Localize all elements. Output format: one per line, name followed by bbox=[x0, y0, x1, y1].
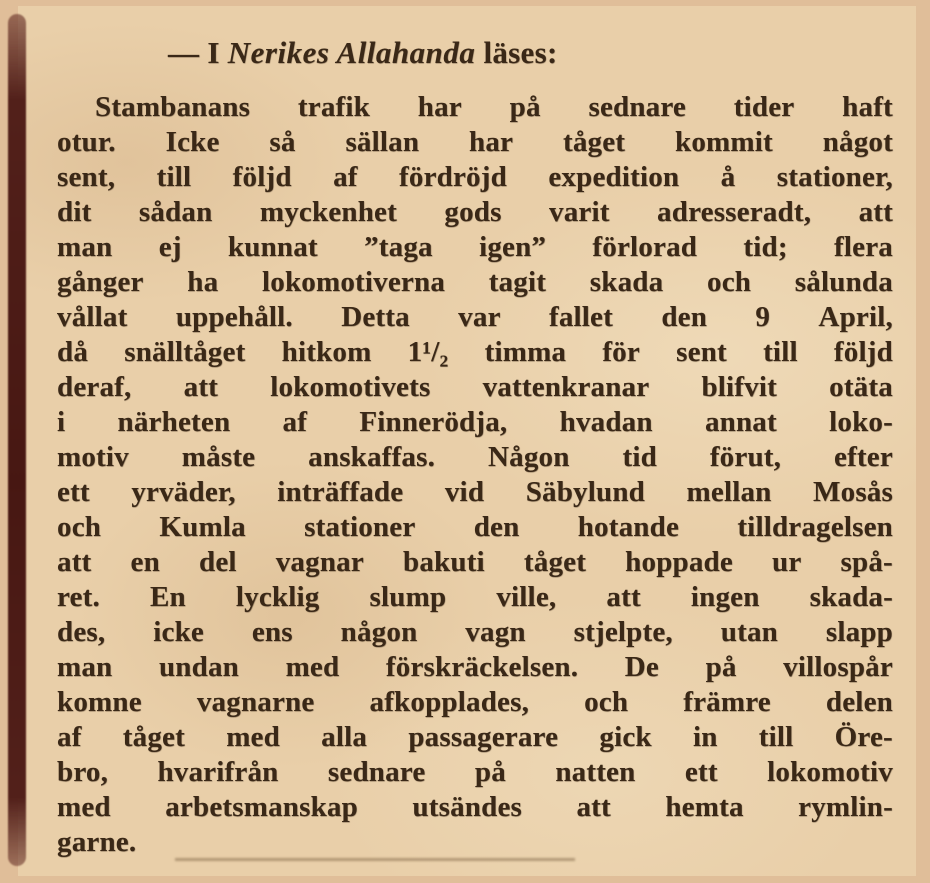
text-line: med arbetsmanskap utsändes att hemta rymlin- bbox=[57, 791, 893, 823]
text-line: man ej kunnat ”taga igen” förlorad tid; flera bbox=[57, 231, 893, 263]
header-suffix: läses: bbox=[475, 35, 558, 70]
text-line: garne. bbox=[57, 826, 137, 858]
text-line: gånger ha lokomotiverna tagit skada och sålunda bbox=[57, 266, 893, 298]
text-line: des, icke ens någon vagn stjelpte, utan slapp bbox=[57, 616, 893, 648]
text-line: då snälltåget hitkom 1¹/₂ timma för sent till följd bbox=[57, 336, 893, 368]
text-line: af tåget med alla passagerare gick in till Öre- bbox=[57, 721, 893, 753]
text-line: i närheten af Finnerödja, hvadan annat loko- bbox=[57, 406, 893, 438]
text-line: motiv måste anskaffas. Någon tid förut, efter bbox=[57, 441, 893, 473]
text-line: sent, till följd af fördröjd expedition å stationer, bbox=[57, 161, 893, 193]
text-line: komne vagnarne afkopplades, och främre delen bbox=[57, 686, 893, 718]
text-line: och Kumla stationer den hotande tilldragelsen bbox=[57, 511, 893, 543]
text-line: man undan med förskräckelsen. De på villospår bbox=[57, 651, 893, 683]
text-line: att en del vagnar bakuti tåget hoppade ur spå- bbox=[57, 546, 893, 578]
scan-edge-shadow bbox=[8, 14, 26, 866]
text-line: vållat uppehåll. Detta var fallet den 9 April, bbox=[57, 301, 893, 333]
text-line: Stambanans trafik har på sednare tider haft bbox=[95, 91, 893, 123]
newspaper-name: Nerikes Allahanda bbox=[227, 35, 476, 70]
text-line: deraf, att lokomotivets vattenkranar blifvit otäta bbox=[57, 371, 893, 403]
article-header bbox=[57, 30, 893, 76]
text-line: otur. Icke så sällan har tåget kommit något bbox=[57, 126, 893, 158]
text-line: ett yrväder, inträffade vid Säbylund mellan Mosås bbox=[57, 476, 893, 508]
text-line: bro, hvarifrån sednare på natten ett lokomotiv bbox=[57, 756, 893, 788]
text-line: dit sådan myckenhet gods varit adresseradt, att bbox=[57, 196, 893, 228]
article-text-block bbox=[57, 30, 893, 860]
article-lines bbox=[57, 90, 893, 860]
text-line: ret. En lycklig slump ville, att ingen skada- bbox=[57, 581, 893, 613]
header-prefix: — I bbox=[168, 35, 228, 70]
